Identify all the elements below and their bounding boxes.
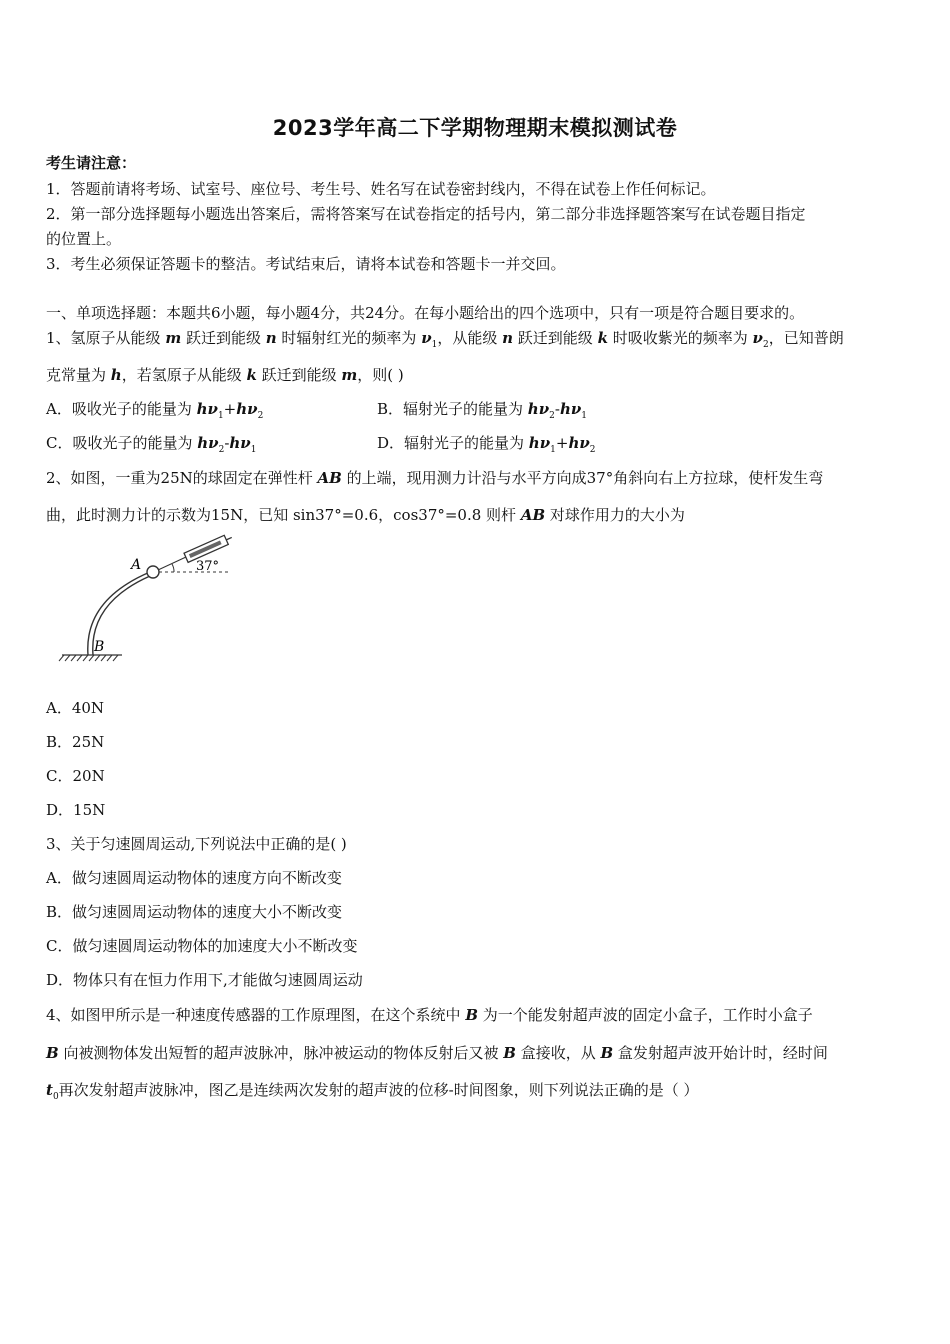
- page-title: 2023学年高二下学期物理期末模拟测试卷: [272, 116, 678, 140]
- q2-option-c[interactable]: C．20N: [46, 767, 105, 785]
- q3-stem: 3、关于匀速圆周运动,下列说法中正确的是( ): [46, 835, 347, 853]
- figure-label-b: B: [94, 639, 105, 655]
- notice-item-1: 1．答题前请将考场、试室号、座位号、考生号、姓名写在试卷密封线内，不得在试卷上作任何标记。: [46, 180, 716, 198]
- q3-option-a[interactable]: A．做匀速圆周运动物体的速度方向不断改变: [46, 869, 342, 887]
- q3-option-c[interactable]: C．做匀速圆周运动物体的加速度大小不断改变: [46, 937, 358, 955]
- q1-option-b[interactable]: B．辐射光子的能量为 $h\nu_2-h\nu_1$: [377, 400, 587, 421]
- notice-heading: 考生请注意：: [46, 154, 137, 172]
- q2-stem-line1: 2、如图，一重为25N的球固定在弹性杆 AB 的上端，现用测力计沿与水平方向成37°角斜向右上方拉球，使杆发生弯: [46, 469, 824, 487]
- q1-stem-line2: 克常量为 h，若氢原子从能级 k 跃迁到能级 m，则( ): [46, 366, 404, 384]
- q1-option-c[interactable]: C．吸收光子的能量为 $h\nu_2-h\nu_1$: [46, 434, 257, 455]
- q1-stem-line1: 1、氢原子从能级 m 跃迁到能级 n 时辐射红光的频率为 $\nu_1$，从能级 n 跃迁到能级 k 时吸收紫光的频率为 $\nu_2$，已知普朗: [46, 329, 844, 350]
- q3-option-b[interactable]: B．做匀速圆周运动物体的速度大小不断改变: [46, 903, 343, 921]
- q4-stem-line3: $t_0$再次发射超声波脉冲，图乙是连续两次发射的超声波的位移-时间图象，则下列说法正确的是（ ）: [46, 1081, 699, 1102]
- q3-option-d[interactable]: D．物体只有在恒力作用下,才能做匀速圆周运动: [46, 971, 363, 989]
- q2-option-a[interactable]: A．40N: [46, 699, 105, 717]
- q2-figure-rod-ball: [58, 530, 248, 665]
- q2-option-d[interactable]: D．15N: [46, 801, 106, 819]
- figure-label-a: A: [131, 557, 142, 573]
- q2-stem-line2: 曲，此时测力计的示数为15N，已知 sin37°=0.6，cos37°=0.8 则杆 AB 对球作用力的大小为: [46, 506, 685, 524]
- section-heading: 一、单项选择题：本题共6小题，每小题4分，共24分。在每小题给出的四个选项中，只有一项是符合题目要求的。: [46, 304, 805, 322]
- figure-angle-label: 37°: [196, 559, 220, 574]
- notice-item-3: 3．考生必须保证答题卡的整洁。考试结束后，请将本试卷和答题卡一并交回。: [46, 255, 566, 273]
- notice-item-2: 2．第一部分选择题每小题选出答案后，需将答案写在试卷指定的括号内，第二部分非选择题答案写在试卷题目指定: [46, 205, 806, 223]
- q1-option-a[interactable]: A．吸收光子的能量为 $h\nu_1+h\nu_2$: [46, 400, 264, 421]
- q4-stem-line2: B 向被测物体发出短暂的超声波脉冲，脉冲被运动的物体反射后又被 B 盒接收，从 B 盒发射超声波开始计时，经时间: [46, 1044, 828, 1062]
- q1-option-d[interactable]: D．辐射光子的能量为 $h\nu_1+h\nu_2$: [377, 434, 596, 455]
- q4-stem-line1: 4、如图甲所示是一种速度传感器的工作原理图，在这个系统中 B 为一个能发射超声波的固定小盒子，工作时小盒子: [46, 1006, 813, 1024]
- notice-item-2-cont: 的位置上。: [46, 230, 122, 248]
- q2-option-b[interactable]: B．25N: [46, 733, 105, 751]
